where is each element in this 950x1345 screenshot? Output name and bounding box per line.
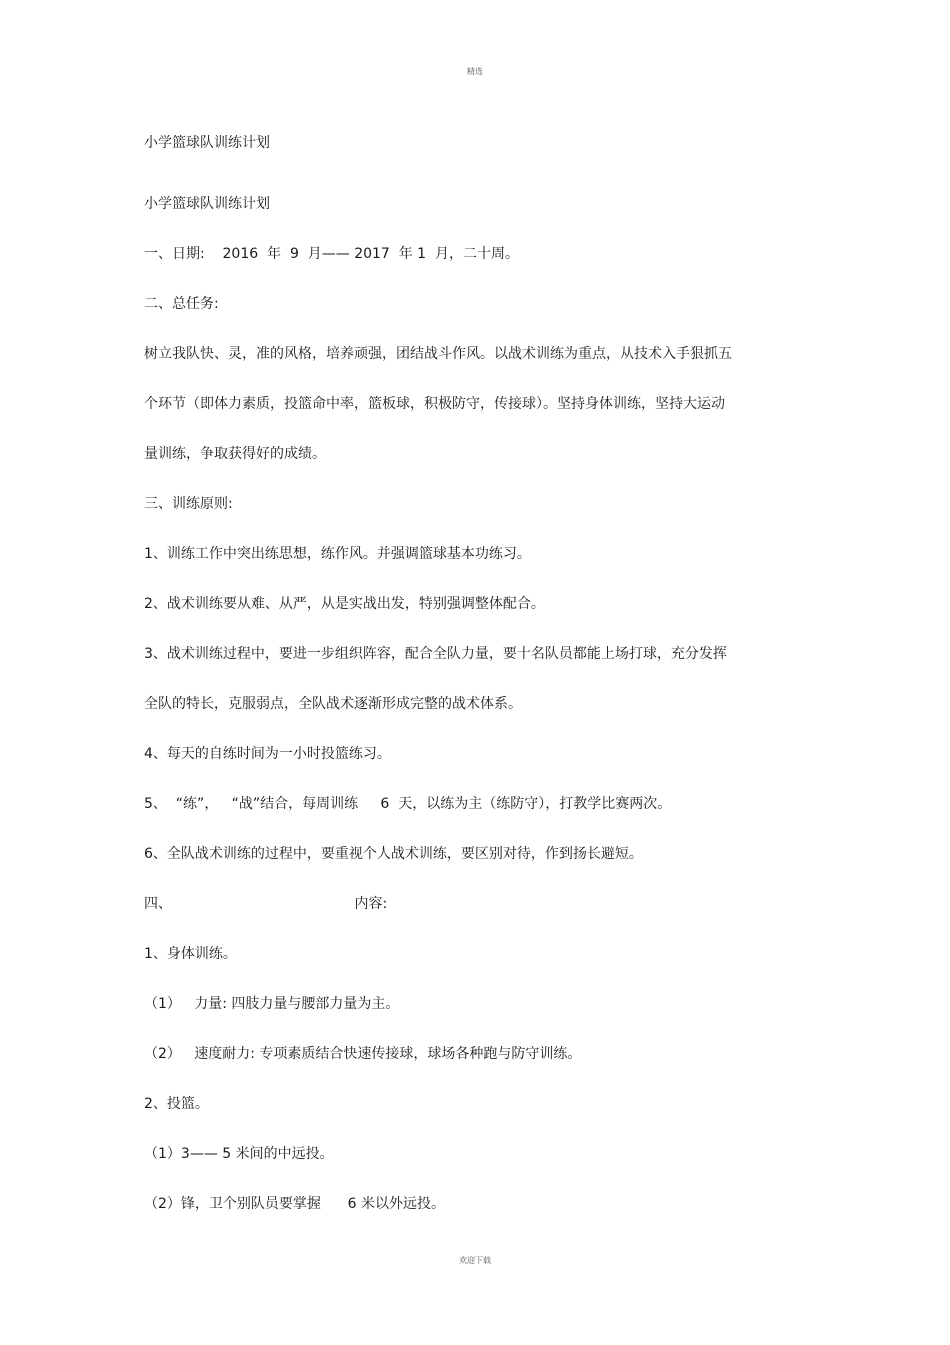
header-watermark: 精选 — [467, 67, 483, 76]
paragraph-line: 2、投篮。 — [144, 1096, 209, 1112]
paragraph-line: （1）3—— 5 米间的中远投。 — [144, 1146, 334, 1162]
document-subtitle: 小学篮球队训练计划 — [144, 196, 270, 212]
paragraph-line: 二、总任务: — [144, 296, 219, 312]
paragraph-line: 全队的特长，克服弱点，全队战术逐渐形成完整的战术体系。 — [144, 696, 522, 712]
paragraph-line: 5、 “练”， “战”结合，每周训练 6 天，以练为主（练防守），打教学比赛两次。 — [144, 796, 672, 812]
paragraph-line: 一、日期: 2016 年 9 月—— 2017 年 1 月，二十周。 — [144, 246, 519, 262]
paragraph-line: （1） 力量: 四肢力量与腰部力量为主。 — [144, 996, 400, 1012]
document-title: 小学篮球队训练计划 — [144, 135, 270, 151]
paragraph-line: （2） 速度耐力: 专项素质结合快速传接球，球场各种跑与防守训练。 — [144, 1046, 582, 1062]
paragraph-line: 个环节（即体力素质，投篮命中率，篮板球，积极防守，传接球）。坚持身体训练，坚持大运动 — [144, 396, 725, 412]
paragraph-line: 3、战术训练过程中，要进一步组织阵容，配合全队力量，要十名队员都能上场打球，充分发挥 — [144, 646, 727, 662]
paragraph-line: 量训练，争取获得好的成绩。 — [144, 446, 326, 462]
paragraph-line: 1、训练工作中突出练思想，练作风。并强调篮球基本功练习。 — [144, 546, 531, 562]
paragraph-line: 1、身体训练。 — [144, 946, 237, 962]
footer-watermark: 欢迎下载 — [459, 1256, 491, 1265]
paragraph-line: （2）锋，卫个别队员要掌握 6 米以外远投。 — [144, 1196, 445, 1212]
paragraph-line: 四、 内容: — [144, 896, 388, 912]
paragraph-line: 2、战术训练要从难、从严，从是实战出发，特别强调整体配合。 — [144, 596, 545, 612]
paragraph-line: 树立我队快、灵，准的风格，培养顽强，团结战斗作风。以战术训练为重点，从技术入手狠抓五 — [144, 346, 732, 362]
paragraph-line: 三、训练原则: — [144, 496, 233, 512]
paragraph-line: 4、每天的自练时间为一小时投篮练习。 — [144, 746, 391, 762]
paragraph-line: 6、全队战术训练的过程中，要重视个人战术训练，要区别对待，作到扬长避短。 — [144, 846, 643, 862]
